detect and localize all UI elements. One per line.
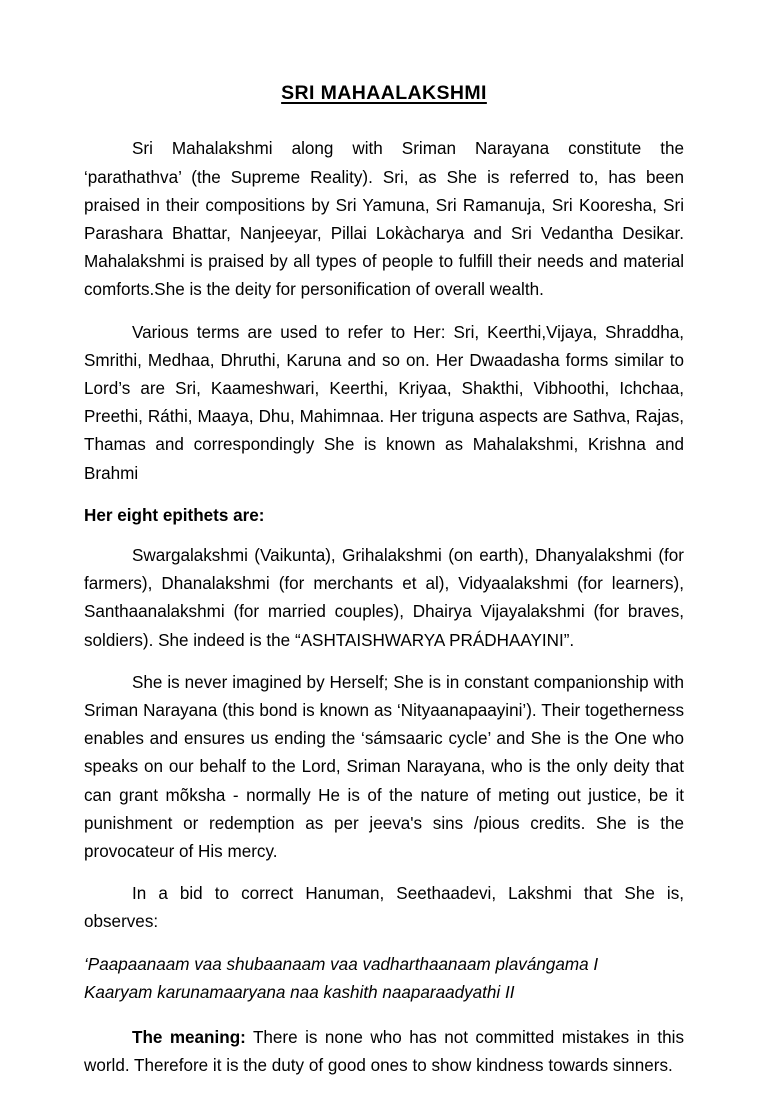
- paragraph-hanuman-intro: In a bid to correct Hanuman, Seethaadevi, Lakshmi that She is, observes:: [84, 884, 684, 932]
- verse-line-2: Kaaryam karunamaaryana naa kashith naaparaadyathi II: [84, 982, 515, 1002]
- meaning-label: The meaning:: [132, 1028, 246, 1048]
- heading-eight-epithets: Her eight epithets are:: [84, 505, 265, 525]
- paragraph-meaning: [84, 1024, 684, 1080]
- paragraph-intro: Sri Mahalakshmi along with Sriman Narayana constitute the ‘parathathva’ (the Supreme Reality). Sri, as She is referred to, has been praised in their compositions by Sri Yamuna, Sri Ramanuja, Sri Kooresha, Sri Parashara Bhattar, Nanjeeyar, Pillai Lokàcharya and Sri Vedantha Desikar. Mahalakshmi is praised by all types of people to fulfill their needs and material comforts.She is the deity for personification of overall wealth.: [84, 139, 684, 300]
- paragraph-epithets-list: Swargalakshmi (Vaikunta), Grihalakshmi (on earth), Dhanyalakshmi (for farmers), Dhanalakshmi (for merchants et al), Vidyaalakshmi (for learners), Santhaanalakshmi (for married couples), Dhairya Vijayalakshmi (for braves, soldiers). She indeed is the “ASHTAISHWARYA PRÁDHAAYINI”.: [84, 546, 684, 650]
- sanskrit-verse: [84, 951, 684, 1007]
- verse-line-1: ‘Paapaanaam vaa shubaanaam vaa vadharthaanaam plavángama I: [84, 954, 599, 974]
- page-title-text: SRI MAHAALAKSHMI: [281, 82, 487, 104]
- document-body: [84, 82, 684, 1094]
- paragraph-companionship: She is never imagined by Herself; She is in constant companionship with Sriman Narayana (this bond is known as ‘Nityaanapaayini’). Their togetherness enables and ensures us ending the ‘sámsaaric cycle’ and She is the One who speaks on our behalf to the Lord, Sriman Narayana, who is the only deity that can grant mõksha - normally He is of the nature of meting out justice, be it punishment or redemption as per jeeva's sins /pious credits. She is the provocateur of His mercy.: [84, 672, 684, 862]
- meaning-body: There is none who has not committed mistakes in this world. Therefore it is the duty of good ones to show kindness towards sinners.: [84, 1028, 684, 1076]
- paragraph-various-terms: Various terms are used to refer to Her: Sri, Keerthi,Vijaya, Shraddha, Smrithi, Medhaa, Dhruthi, Karuna and so on. Her Dwaadasha forms similar to Lord’s are Sri, Kaameshwari, Keerthi, Kriyaa, Shakthi, Vibhoothi, Ichchaa, Preethi, Ráthi, Maaya, Dhu, Mahimnaa. Her triguna aspects are Sathva, Rajas, Thamas and correspondingly She is known as Mahalakshmi, Krishna and Brahmi: [84, 322, 684, 483]
- page-title: [84, 82, 684, 105]
